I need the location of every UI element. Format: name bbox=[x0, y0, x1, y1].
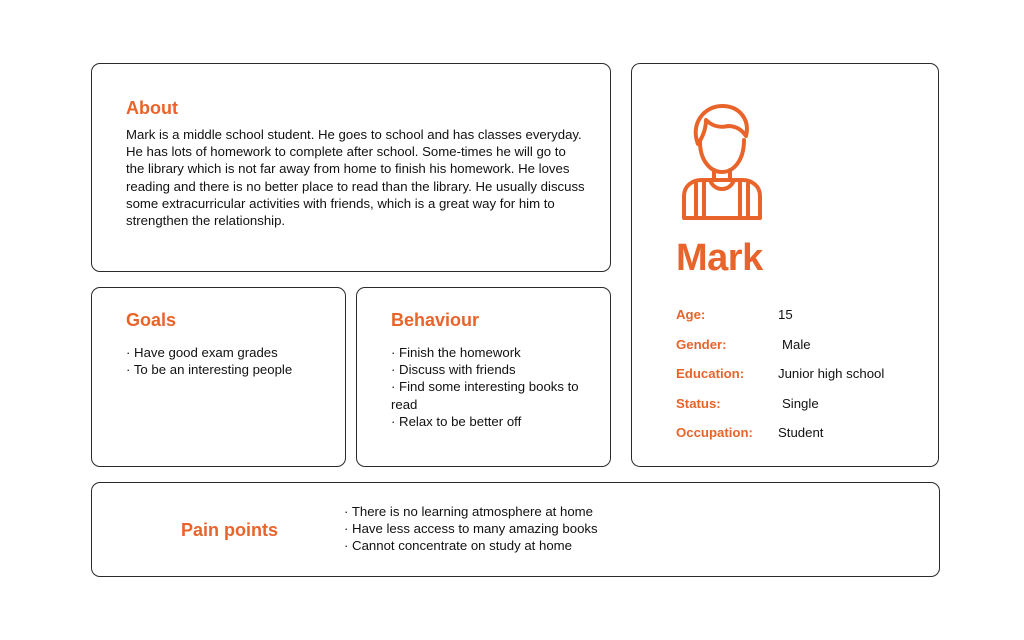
persona-name: Mark bbox=[676, 237, 763, 279]
goal-item: · Have good exam grades bbox=[126, 345, 278, 360]
behaviour-heading: Behaviour bbox=[391, 310, 480, 330]
behaviour-item: · Find some interesting books to read bbox=[391, 379, 579, 412]
behaviour-item: · Finish the homework bbox=[391, 345, 521, 360]
status-label: Status: bbox=[676, 396, 721, 411]
behaviour-item: · Discuss with friends bbox=[391, 362, 516, 378]
gender-label: Gender: bbox=[676, 337, 727, 352]
pain-points-list bbox=[344, 503, 864, 555]
about-card bbox=[91, 63, 611, 272]
age-value: 15 bbox=[778, 307, 793, 322]
about-description: Mark is a middle school student. He goes to school and has classes everyday. He has lots of homework to complete after school. Some-times he will go to the library which is not far away from home to finish his homework. He loves reading and there is no better place to read than the library. He usually discuss some extracurricular activities with friends, which is a great way for him to strengthen the relationship. bbox=[126, 127, 585, 229]
goal-item: · To be an interesting people bbox=[126, 362, 293, 378]
pain-point-item: · Cannot concentrate on study at home bbox=[344, 538, 572, 554]
student-avatar-icon bbox=[676, 100, 768, 222]
pain-points-card bbox=[91, 482, 940, 577]
goals-heading: Goals bbox=[126, 310, 177, 330]
profile-card bbox=[631, 63, 939, 467]
education-value: Junior high school bbox=[778, 366, 885, 381]
about-heading: About bbox=[126, 98, 178, 118]
education-label: Education: bbox=[676, 366, 745, 381]
behaviour-card bbox=[356, 287, 611, 467]
occupation-label: Occupation: bbox=[676, 425, 753, 440]
pain-points-heading: Pain points bbox=[181, 520, 279, 540]
goals-list bbox=[126, 344, 336, 378]
status-value: Single bbox=[782, 396, 819, 411]
behaviour-list bbox=[391, 344, 591, 430]
goals-card bbox=[91, 287, 346, 467]
occupation-value: Student bbox=[778, 425, 824, 440]
age-label: Age: bbox=[676, 307, 706, 322]
gender-value: Male bbox=[782, 337, 811, 352]
pain-point-item: · Have less access to many amazing books bbox=[344, 521, 598, 537]
behaviour-item: · Relax to be better off bbox=[391, 413, 522, 429]
pain-point-item: · There is no learning atmosphere at home bbox=[344, 504, 593, 519]
